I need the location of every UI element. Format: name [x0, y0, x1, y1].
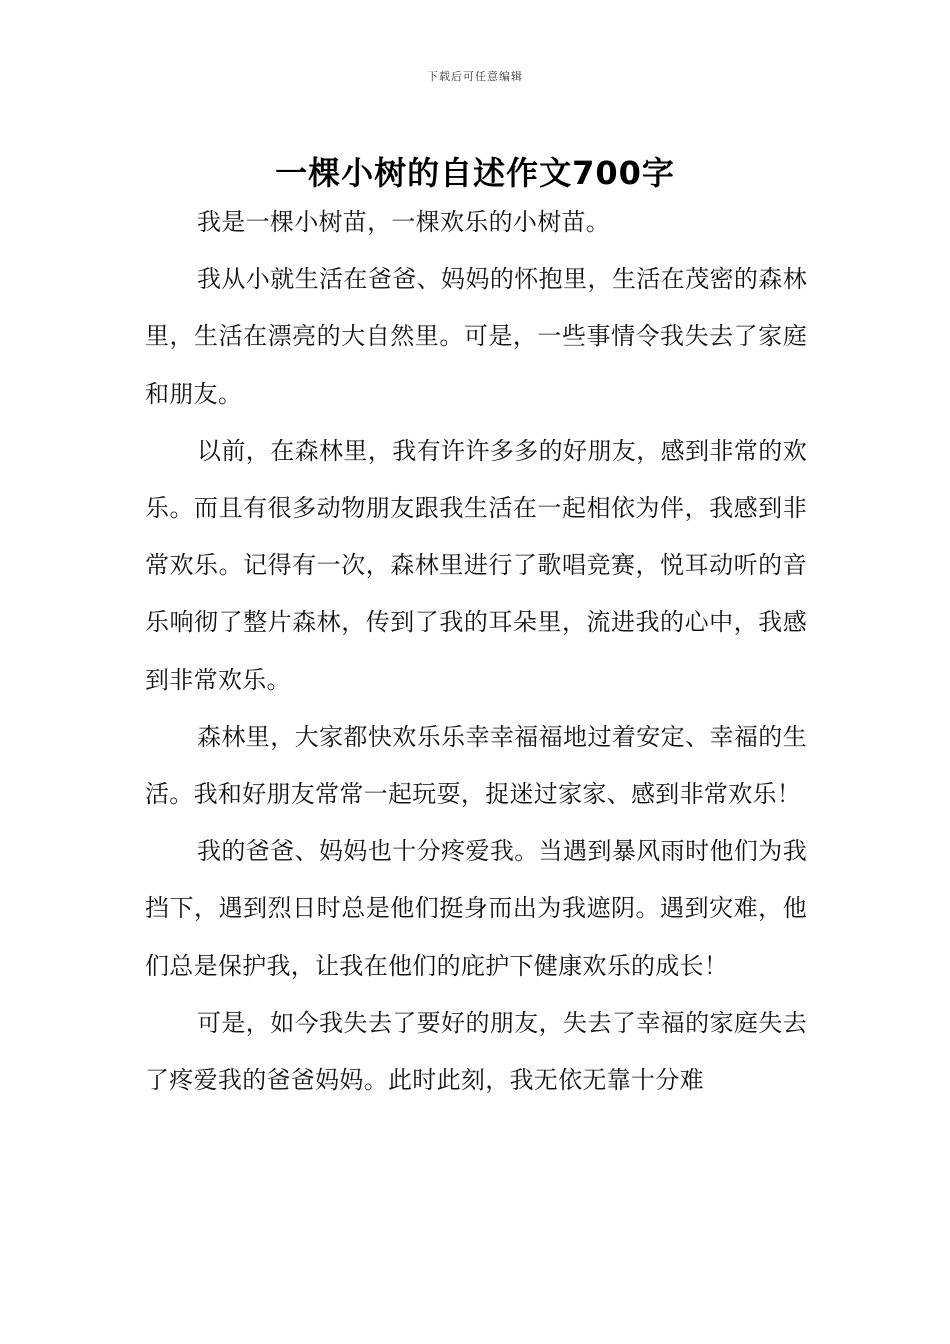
paragraph-2: 我从小就生活在爸爸、妈妈的怀抱里，生活在茂密的森林里，生活在漂亮的大自然里。可是，一些事情令我失去了家庭和朋友。 [145, 265, 807, 408]
document-title: 一棵小树的自述作文700字 [275, 154, 675, 193]
article-body [145, 194, 807, 1109]
header-note: 下载后可任意编辑 [427, 70, 523, 83]
paragraph-5: 我的爸爸、妈妈也十分疼爱我。当遇到暴风雨时他们为我挡下，遇到烈日时总是他们挺身而出为我遮阴。遇到灾难，他们总是保护我，让我在他们的庇护下健康欢乐的成长！ [145, 837, 807, 980]
paragraph-4: 森林里，大家都快欢乐乐幸幸福福地过着安定、幸福的生活。我和好朋友常常一起玩耍，捉迷过家家、感到非常欢乐！ [145, 722, 807, 809]
paragraph-6: 可是，如今我失去了要好的朋友，失去了幸福的家庭失去了疼爱我的爸爸妈妈。此时此刻，我无依无靠十分难 [145, 1008, 807, 1095]
paragraph-3: 以前，在森林里，我有许许多多的好朋友，感到非常的欢乐。而且有很多动物朋友跟我生活在一起相依为伴，我感到非常欢乐。记得有一次，森林里进行了歌唱竞赛，悦耳动听的音乐响彻了整片森林，传到了我的耳朵里，流进我的心中，我感到非常欢乐。 [145, 436, 807, 694]
paragraph-1: 我是一棵小树苗，一棵欢乐的小树苗。 [197, 208, 611, 236]
